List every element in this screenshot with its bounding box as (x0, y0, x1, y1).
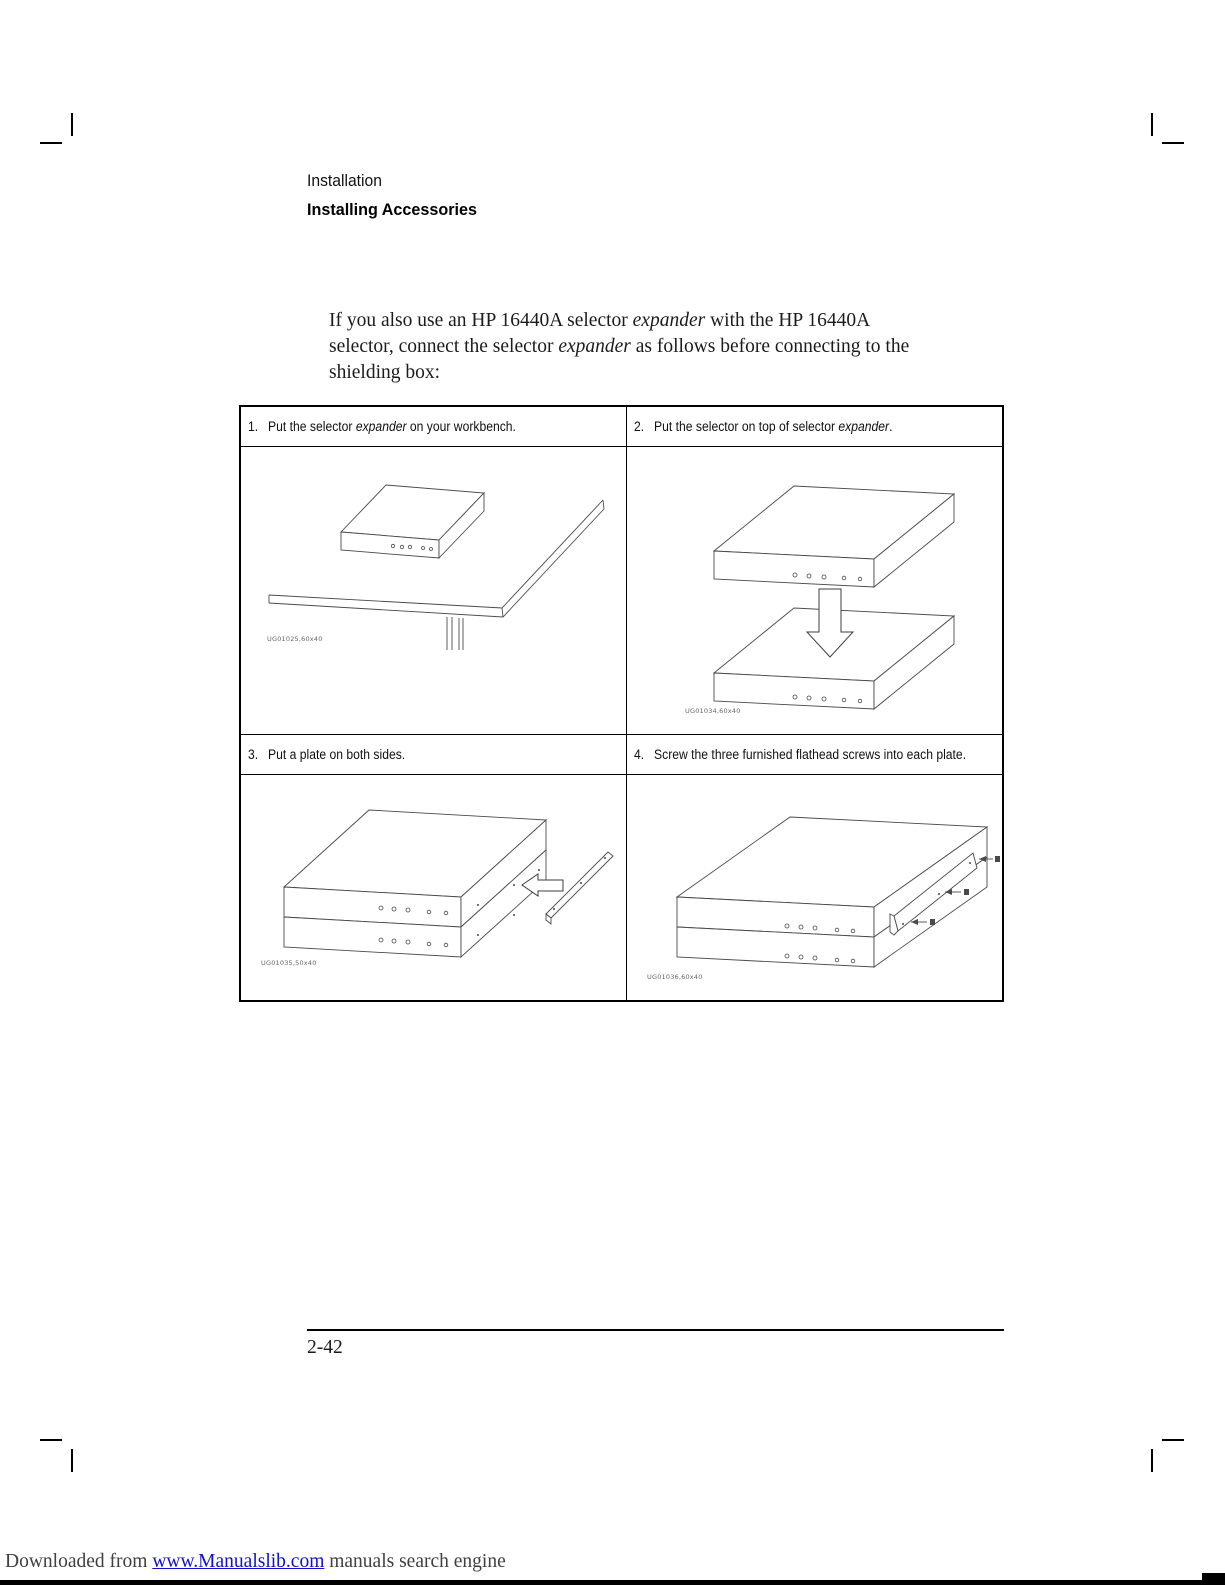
intro-line-1 (329, 308, 1029, 334)
step-1-text: Put the selector (268, 419, 356, 434)
figure-3-code: UG01035,50x40 (261, 959, 317, 967)
step-4-text: Screw the three furnished flathead screws into each plate. (654, 747, 967, 762)
intro-text: selector, connect the selector (329, 336, 559, 357)
workbench-illustration (241, 447, 625, 733)
figure-screws-into-plate (627, 775, 1002, 1000)
manualslib-link[interactable]: www.Manualslib.com (152, 1551, 325, 1572)
intro-paragraph (329, 308, 1029, 386)
intro-text-italic: expander (558, 336, 631, 357)
step-1-text-italic: expander (355, 419, 407, 434)
step-2-caption-cell (627, 407, 1002, 447)
watermark-text: Downloaded from (5, 1551, 153, 1572)
crop-mark-top-left-h (40, 142, 62, 144)
step-2-text-italic: expander (838, 419, 890, 434)
steps-table (239, 405, 1004, 1002)
section-title: Installing Accessories (307, 200, 477, 219)
step-1-text-end: on your workbench. (406, 419, 516, 434)
step-1-caption-cell (241, 407, 627, 447)
step-2-figure-cell (627, 447, 1002, 735)
step-3-number: 3. (248, 747, 259, 762)
step-4-figure-cell (627, 775, 1002, 1000)
step-3-caption (248, 747, 405, 762)
crop-mark-top-right-v (1151, 113, 1153, 136)
figure-1-code: UG01025,60x40 (267, 635, 323, 643)
figure-stack-with-arrow (627, 447, 1002, 734)
crop-mark-bottom-right-v (1151, 1449, 1153, 1472)
step-2-number: 2. (634, 419, 645, 434)
step-1-figure-cell (241, 447, 627, 735)
figure-4-code: UG01036,60x40 (647, 973, 703, 981)
step-1-number: 1. (248, 419, 259, 434)
step-1-caption (248, 419, 516, 434)
intro-text: If you also use an HP 16440A selector (329, 310, 633, 331)
screw-installation-illustration (627, 775, 1002, 998)
intro-line-3 (329, 360, 1029, 386)
page-number: 2-42 (307, 1337, 343, 1358)
intro-text: as follows before connecting to the (630, 336, 910, 357)
watermark-strip (5, 1551, 506, 1573)
step-2-text-end: . (889, 419, 893, 434)
crop-mark-bottom-right-h (1162, 1439, 1184, 1441)
step-4-caption-cell (627, 735, 1002, 775)
step-4-caption (634, 747, 966, 762)
watermark-text-end: manuals search engine (324, 1551, 506, 1572)
crop-mark-top-left-v (71, 113, 73, 136)
crop-mark-top-right-h (1162, 142, 1184, 144)
stacking-illustration (627, 447, 1002, 733)
intro-text: with the HP 16440A (705, 310, 871, 331)
crop-mark-bottom-left-v (71, 1449, 73, 1472)
step-2-text: Put the selector on top of selector (654, 419, 839, 434)
step-4-number: 4. (634, 747, 645, 762)
chapter-title: Installation (307, 172, 382, 190)
intro-text: shielding box: (329, 362, 441, 383)
footer-rule (307, 1329, 1004, 1331)
step-3-figure-cell (241, 775, 627, 1000)
step-3-text: Put a plate on both sides. (268, 747, 406, 762)
intro-text-italic: expander (632, 310, 706, 331)
intro-line-2 (329, 334, 1029, 360)
figure-expander-on-workbench (241, 447, 626, 734)
step-3-caption-cell (241, 735, 627, 775)
step-2-caption (634, 419, 892, 434)
scan-bottom-edge (0, 1580, 1225, 1585)
figure-plate-on-side (241, 775, 626, 1000)
figure-2-code: UG01034,60x40 (685, 707, 741, 715)
crop-mark-bottom-left-h (40, 1439, 62, 1441)
